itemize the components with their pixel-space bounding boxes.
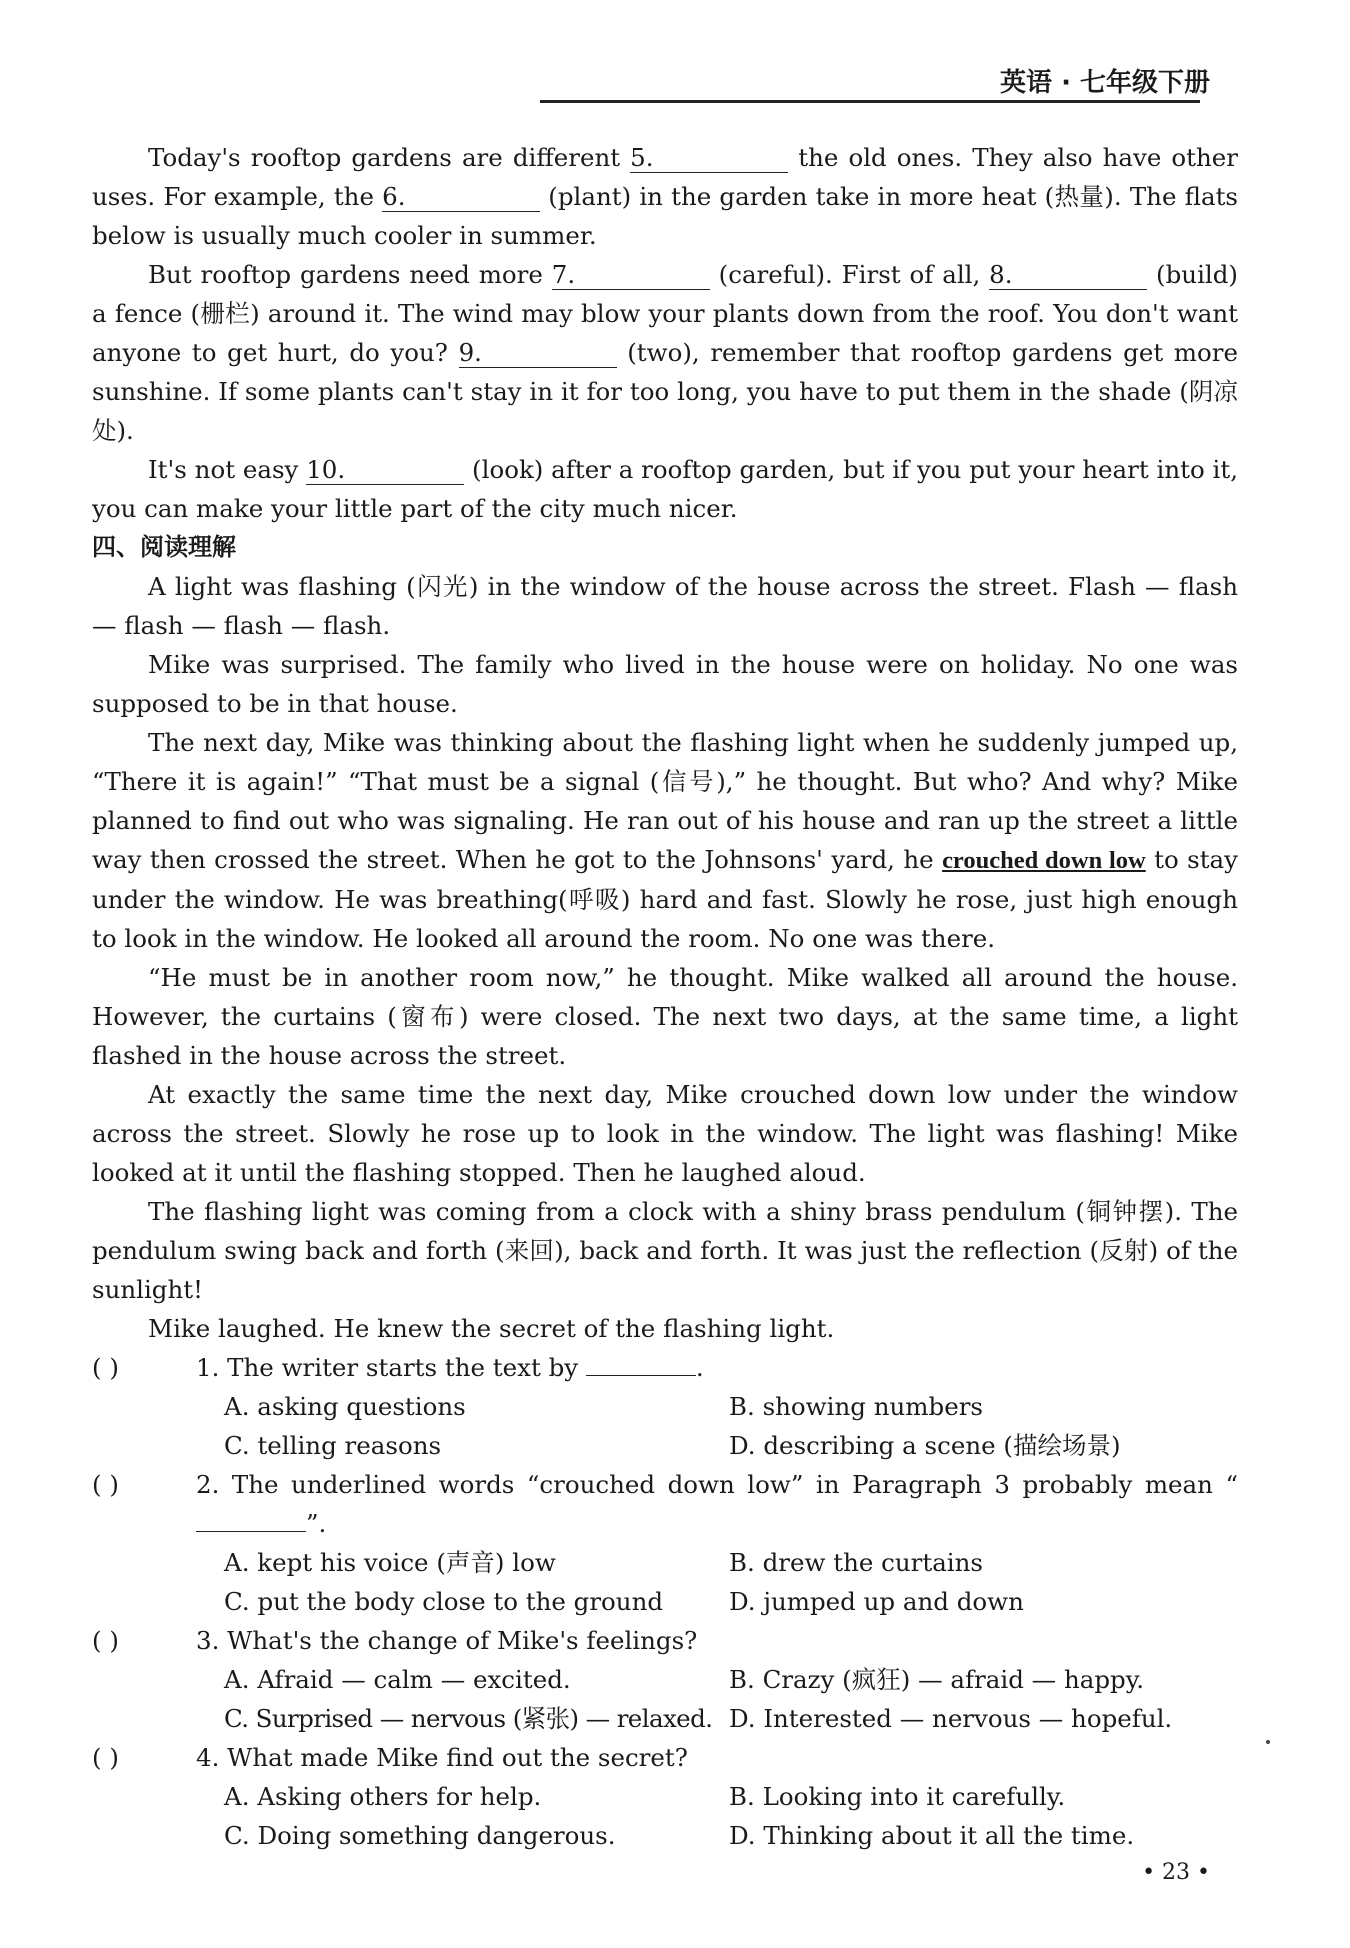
question-2 <box>92 1465 1238 1543</box>
question-4 <box>92 1738 1238 1777</box>
text: It's not easy <box>148 455 307 484</box>
text: (plant) in the garden take in more heat (热量). The flats below is usually much cooler in summer. <box>92 182 1238 250</box>
section-title-reading: 四、阅读理解 <box>92 533 236 561</box>
answer-paren[interactable]: ( ) <box>92 1626 119 1655</box>
text: But rooftop gardens need more <box>148 260 552 289</box>
question-2-options <box>92 1543 1238 1621</box>
text: ”. <box>306 1509 327 1538</box>
question-4-options <box>92 1777 1238 1855</box>
page-number: • 23 • <box>1142 1860 1210 1885</box>
reading-paragraph-7: Mike laughed. He knew the secret of the flashing light. <box>148 1314 835 1343</box>
option-d[interactable]: D. jumped up and down <box>729 1587 1024 1616</box>
text: 1. The writer starts the text by <box>196 1353 586 1382</box>
option-c[interactable]: C. put the body close to the ground <box>224 1587 664 1616</box>
text: (look) after a rooftop garden, but if you put your heart into it, you can make your little part of the city much nicer. <box>92 455 1239 523</box>
option-a[interactable]: A. Afraid — calm — excited. <box>224 1665 571 1694</box>
underlined-phrase: crouched down low <box>942 847 1146 874</box>
option-a[interactable]: A. asking questions <box>224 1392 466 1421</box>
stray-dot-mark <box>1266 1740 1270 1744</box>
answer-paren[interactable]: ( ) <box>92 1470 119 1499</box>
question-3 <box>92 1621 1238 1660</box>
answer-blank-6[interactable]: 6. <box>382 183 540 212</box>
option-b[interactable]: B. Looking into it carefully. <box>729 1782 1066 1811</box>
text: . <box>695 1353 704 1382</box>
question-stem <box>196 1348 1238 1387</box>
question-stem: 3. What's the change of Mike's feelings? <box>196 1626 698 1655</box>
option-d[interactable]: D. describing a scene (描绘场景) <box>729 1431 1121 1460</box>
cloze-paragraph-1 <box>92 138 1238 255</box>
stem-blank <box>586 1375 696 1376</box>
answer-paren[interactable]: ( ) <box>92 1353 119 1382</box>
page-content <box>92 138 1238 1855</box>
text: (build) a fence (栅栏) around it. The wind may blow your plants down from the roof. You don't want anyone to get hurt, do you? <box>92 260 1238 367</box>
page-header-title: 英语 · 七年级下册 <box>1000 68 1210 98</box>
option-d[interactable]: D. Interested — nervous — hopeful. <box>729 1704 1173 1733</box>
option-a[interactable]: A. kept his voice (声音) low <box>224 1548 556 1577</box>
header-divider <box>540 100 1200 103</box>
text: to stay under the window. He was breathing(呼吸) hard and fast. Slowly he rose, just high enough to look in the window. He looked all around the room. No one was there. <box>92 845 1238 953</box>
text: Today's rooftop gardens are different <box>148 143 631 172</box>
option-c[interactable]: C. Surprised — nervous (紧张) — relaxed. <box>224 1704 713 1733</box>
reading-paragraph-5: At exactly the same time the next day, Mike crouched down low under the window across the street. Slowly he rose up to look in the window. The light was flashing! Mike looked at it until the flashing stopped. Then he laughed aloud. <box>92 1080 1238 1187</box>
reading-paragraph-1: A light was flashing (闪光) in the window of the house across the street. Flash — flash — flash — flash — flash. <box>92 572 1238 640</box>
answer-blank-10[interactable]: 10. <box>306 456 464 485</box>
option-c[interactable]: C. telling reasons <box>224 1431 442 1460</box>
reading-paragraph-2: Mike was surprised. The family who lived in the house were on holiday. No one was supposed to be in that house. <box>92 650 1238 718</box>
text: (two), remember that rooftop gardens get more sunshine. If some plants can't stay in it for too long, you have to put them in the shade (阴凉处). <box>92 338 1238 445</box>
option-b[interactable]: B. drew the curtains <box>729 1548 983 1577</box>
reading-paragraph-3 <box>92 723 1238 958</box>
text: The next day, Mike was thinking about the flashing light when he suddenly jumped up, “There it is again!” “That must be a signal (信号),” he thought. But who? And why? Mike planned to find out who was signaling. He ran out of his house and ran up the street a little way then crossed the street. When he got to the Johnsons' yard, he <box>92 728 1238 874</box>
answer-paren[interactable]: ( ) <box>92 1743 119 1772</box>
question-1-options <box>92 1387 1238 1465</box>
option-b[interactable]: B. Crazy (疯狂) — afraid — happy. <box>729 1665 1145 1694</box>
answer-blank-5[interactable]: 5. <box>630 144 788 173</box>
stem-blank <box>196 1531 306 1532</box>
option-c[interactable]: C. Doing something dangerous. <box>224 1821 616 1850</box>
text: (careful). First of all, <box>709 260 990 289</box>
option-b[interactable]: B. showing numbers <box>729 1392 983 1421</box>
cloze-paragraph-2 <box>92 255 1238 450</box>
reading-paragraph-4: “He must be in another room now,” he thought. Mike walked all around the house. However, the curtains (窗布) were closed. The next two days, at the same time, a light flashed in the house across the street. <box>92 963 1238 1070</box>
text: 2. The underlined words “crouched down low” in Paragraph 3 probably mean “ <box>196 1470 1238 1499</box>
answer-blank-8[interactable]: 8. <box>989 261 1147 290</box>
option-a[interactable]: A. Asking others for help. <box>224 1782 542 1811</box>
option-d[interactable]: D. Thinking about it all the time. <box>729 1821 1135 1850</box>
question-stem: 4. What made Mike find out the secret? <box>196 1743 688 1772</box>
text: the old ones. They also have other uses. For example, the <box>92 143 1238 211</box>
cloze-paragraph-3 <box>92 450 1238 528</box>
question-1 <box>92 1348 1238 1387</box>
reading-paragraph-6: The flashing light was coming from a clock with a shiny brass pendulum (铜钟摆). The pendulum swing back and forth (来回), back and forth. It was just the reflection (反射) of the sunlight! <box>92 1197 1238 1304</box>
answer-blank-7[interactable]: 7. <box>552 261 710 290</box>
question-stem <box>196 1465 1238 1543</box>
answer-blank-9[interactable]: 9. <box>459 339 617 368</box>
question-3-options <box>92 1660 1238 1738</box>
